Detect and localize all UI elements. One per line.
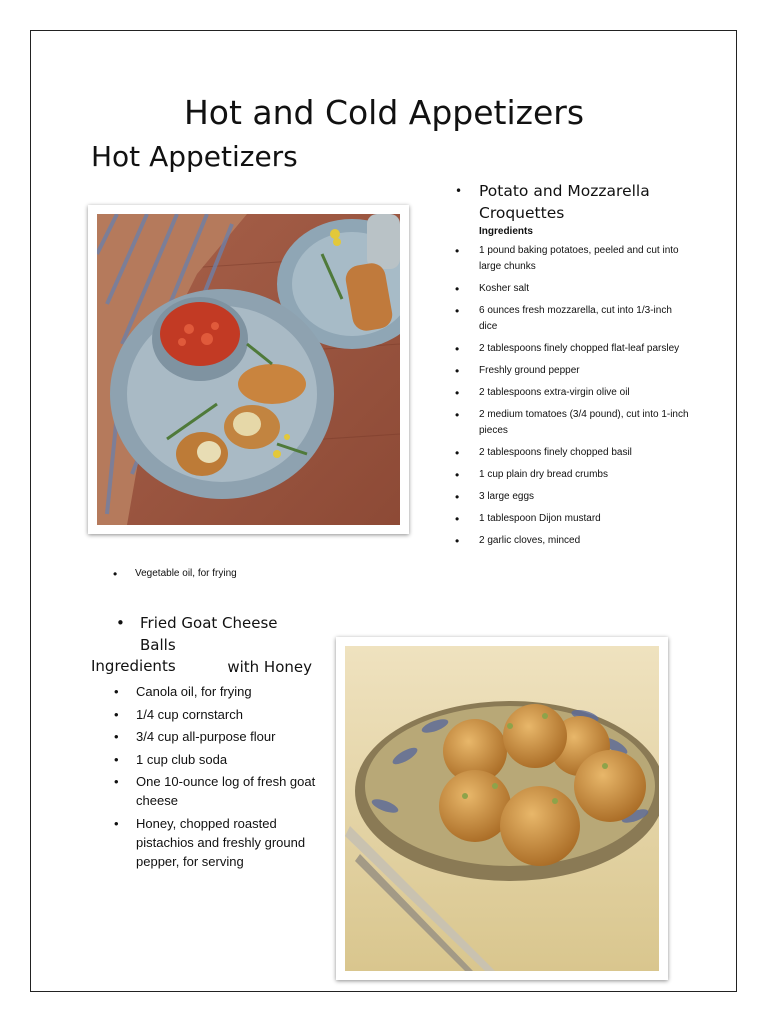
list-item: [455, 445, 689, 461]
ingredient-text: 2 tablespoons finely chopped basil: [479, 447, 632, 458]
recipe2-name-line2: with Honey: [227, 658, 312, 676]
bullet-dot: •: [114, 684, 119, 699]
ingredient-text: 1/4 cup cornstarch: [136, 706, 243, 722]
bullet-dot: •: [455, 490, 460, 504]
ingredient-text: 2 tablespoons finely chopped flat-leaf parsley: [479, 343, 680, 354]
list-item: [114, 814, 321, 871]
bullet-dot: •: [455, 244, 460, 258]
ingredient-text: Honey, chopped roasted pistachios and freshly ground pepper, for serving: [136, 815, 306, 869]
bullet-dot: •: [114, 706, 119, 722]
ingredient-text: 3 large eggs: [479, 491, 535, 502]
list-item: [455, 407, 689, 439]
bullet-dot: •: [455, 408, 460, 422]
bullet-dot: •: [114, 751, 119, 767]
recipe1-title: [455, 180, 689, 224]
croquettes-image: [97, 214, 400, 525]
ingredient-text: 6 ounces fresh mozzarella, cut into 1/3-inch dice: [479, 305, 672, 332]
ingredient-text: 2 garlic cloves, minced: [479, 535, 581, 546]
list-item: [114, 727, 321, 746]
list-item: [455, 385, 689, 401]
bullet-dot: •: [114, 774, 119, 789]
ingredient-text: One 10-ounce log of fresh goat cheese: [136, 774, 316, 808]
page-title: Hot and Cold Appetizers: [183, 93, 585, 132]
goat-cheese-image: [345, 646, 659, 971]
bullet-dot: •: [455, 184, 463, 198]
recipe2-subheading: Ingredients: [91, 657, 176, 675]
bullet-dot: •: [113, 567, 118, 581]
bullet-dot: •: [455, 282, 460, 296]
ingredient-text: Kosher salt: [479, 283, 530, 294]
recipe1-block: [455, 180, 689, 555]
ingredient-text: 2 medium tomatoes (3/4 pound), cut into 1-inch pieces: [479, 409, 689, 436]
bullet-dot: •: [455, 342, 460, 356]
list-item: [455, 341, 689, 357]
ingredient-text: Freshly ground pepper: [479, 365, 580, 376]
ingredient-text: Vegetable oil, for frying: [135, 568, 237, 579]
bullet-dot: •: [455, 512, 460, 526]
bullet-dot: •: [455, 446, 460, 460]
bullet-dot: •: [114, 815, 119, 831]
ingredient-text: 1 cup plain dry bread crumbs: [479, 469, 608, 480]
section-title: Hot Appetizers: [91, 140, 298, 173]
list-item: [114, 705, 321, 724]
list-item: [455, 467, 689, 483]
ingredient-text: 1 tablespoon Dijon mustard: [479, 513, 601, 524]
croquettes-photo: [88, 205, 409, 534]
recipe1-ingredient-list: [455, 243, 689, 549]
recipe2-name-line1: Fried Goat Cheese Balls: [140, 614, 278, 654]
recipe2-ingredient-list: [114, 682, 321, 874]
recipe1-subheading: Ingredients: [479, 226, 533, 237]
list-item: [455, 281, 689, 297]
bullet-dot: •: [455, 386, 460, 400]
list-item: [114, 750, 321, 769]
ingredient-text: 3/4 cup all-purpose flour: [136, 729, 276, 744]
ingredient-text: 1 cup club soda: [136, 751, 228, 767]
ingredient-text: 1 pound baking potatoes, peeled and cut into large chunks: [479, 245, 679, 272]
list-item: [114, 772, 321, 810]
list-item: [455, 533, 689, 549]
recipe1-extra-ingredient: [113, 567, 237, 581]
bullet-dot: •: [116, 614, 125, 632]
bullet-dot: •: [455, 304, 460, 318]
bullet-dot: •: [455, 364, 460, 378]
ingredient-text: 2 tablespoons extra-virgin olive oil: [479, 387, 630, 398]
recipe1-name: Potato and Mozzarella Croquettes: [479, 182, 650, 222]
list-item: [455, 511, 689, 527]
list-item: [455, 363, 689, 379]
ingredient-text: Canola oil, for frying: [136, 684, 252, 699]
list-item: [455, 489, 689, 505]
bullet-dot: •: [114, 729, 119, 744]
bullet-dot: •: [455, 468, 460, 482]
list-item: [114, 682, 321, 701]
bullet-dot: •: [455, 534, 460, 548]
list-item: [455, 303, 689, 335]
goat-cheese-photo: [336, 637, 668, 980]
list-item: [455, 243, 689, 275]
